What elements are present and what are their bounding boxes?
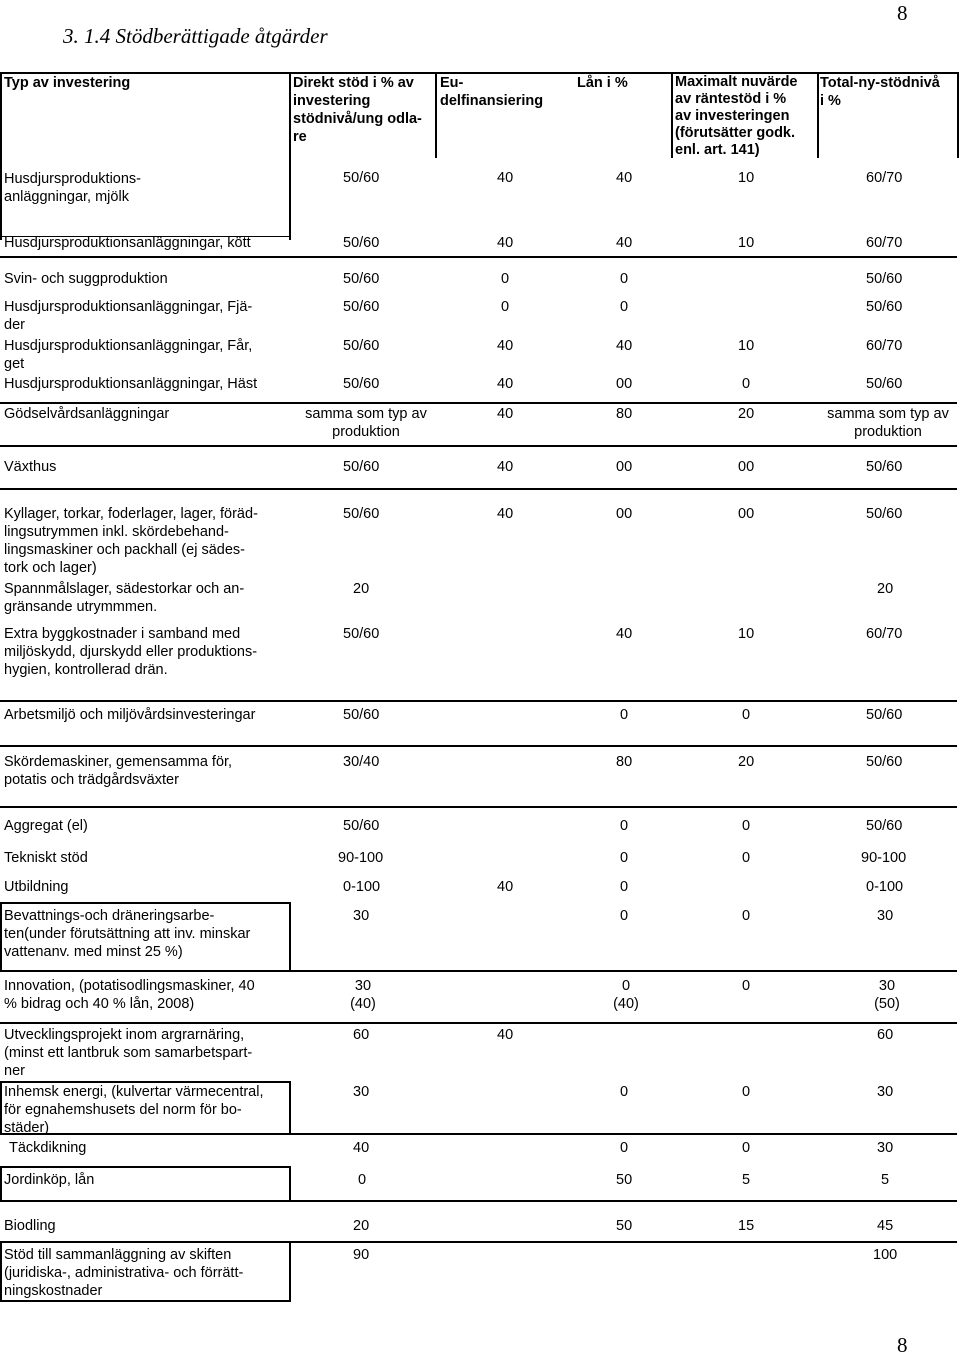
- row-label: Skördemaskiner, gemensamma för, potatis och trädgårdsväxter: [4, 754, 233, 788]
- cell-interest-aid: 0: [742, 1140, 751, 1156]
- row-label: Svin- och suggproduktion: [4, 271, 168, 287]
- cell-interest-aid: 0: [742, 376, 751, 392]
- cell-interest-aid: 5: [742, 1172, 751, 1188]
- cell-total: 60/70: [866, 170, 903, 186]
- cell-loan: 0: [620, 1084, 629, 1100]
- cell-direct-aid: 50/60: [343, 376, 380, 392]
- cell-total: samma som typ av produktion: [827, 406, 949, 440]
- cell-eu: 0: [501, 271, 510, 287]
- cell-direct-aid: 30: [353, 908, 370, 924]
- header-col-direct-aid: Direkt stöd i % av investering stödnivå/ung odla- re: [293, 75, 422, 145]
- cell-eu: 40: [497, 235, 514, 251]
- cell-direct-aid: 50/60: [343, 459, 380, 475]
- cell-direct-aid: 50/60: [343, 626, 380, 642]
- cell-loan: 0: [620, 818, 629, 834]
- cell-direct-aid: 50/60: [343, 818, 380, 834]
- cell-direct-aid: 50/60: [343, 235, 380, 251]
- header-col-total: Total-ny-stödnivå i %: [820, 75, 940, 109]
- cell-loan: 50: [616, 1172, 633, 1188]
- page-number-top: 8: [897, 1, 908, 25]
- cell-total: 50/60: [866, 271, 903, 287]
- cell-direct-aid: 50/60: [343, 271, 380, 287]
- row-label: Husdjursproduktionsanläggningar, Fjä- der: [4, 299, 253, 333]
- row-label: Gödselvårdsanläggningar: [4, 406, 170, 422]
- cell-direct-aid: 0: [358, 1172, 367, 1188]
- cell-loan: 0: [620, 707, 629, 723]
- row-label: Täckdikning: [9, 1140, 87, 1156]
- cell-eu: 40: [497, 1027, 514, 1043]
- cell-direct-aid: 50/60: [343, 170, 380, 186]
- cell-loan: 00: [616, 459, 633, 475]
- cell-eu: 40: [497, 459, 514, 475]
- cell-loan: 0 (40): [613, 978, 639, 1012]
- cell-interest-aid: 0: [742, 707, 751, 723]
- cell-total: 50/60: [866, 707, 903, 723]
- row-label: Biodling: [4, 1218, 56, 1234]
- cell-direct-aid: 50/60: [343, 299, 380, 315]
- cell-interest-aid: 20: [738, 406, 755, 422]
- header-col-interest-aid: Maximalt nuvärde av räntestöd i % av investeringen (förutsätter godk. enl. art. 141): [675, 74, 798, 158]
- cell-eu: 40: [497, 170, 514, 186]
- cell-loan: 80: [616, 406, 633, 422]
- cell-direct-aid: 30 (40): [350, 978, 376, 1012]
- cell-total: 60: [877, 1027, 894, 1043]
- row-label: Bevattnings-och dräneringsarbe- ten(under förutsättning att inv. minskar vattenanv. med minst 25 %): [4, 908, 251, 960]
- row-label: Aggregat (el): [4, 818, 88, 834]
- cell-interest-aid: 0: [742, 850, 751, 866]
- row-label: Utvecklingsprojekt inom argrarnäring, (minst ett lantbruk som samarbetspart- ner: [4, 1027, 253, 1079]
- cell-total: 50/60: [866, 754, 903, 770]
- cell-eu: 40: [497, 376, 514, 392]
- row-label: Spannmålslager, sädestorkar och an- gränsande utrymmmen.: [4, 581, 245, 615]
- cell-interest-aid: 00: [738, 506, 755, 522]
- cell-loan: 00: [616, 376, 633, 392]
- cell-total: 50/60: [866, 506, 903, 522]
- cell-eu: 0: [501, 299, 510, 315]
- cell-total: 100: [873, 1247, 898, 1263]
- cell-loan: 0: [620, 1140, 629, 1156]
- cell-direct-aid: 90-100: [338, 850, 384, 866]
- cell-interest-aid: 0: [742, 978, 751, 994]
- cell-loan: 0: [620, 879, 629, 895]
- cell-total: 30 (50): [874, 978, 900, 1012]
- row-label: Växthus: [4, 459, 57, 475]
- cell-total: 50/60: [866, 459, 903, 475]
- row-label: Utbildning: [4, 879, 69, 895]
- cell-total: 20: [877, 581, 894, 597]
- cell-interest-aid: 00: [738, 459, 755, 475]
- row-label: Husdjursproduktionsanläggningar, Får, get: [4, 338, 253, 372]
- cell-loan: 50: [616, 1218, 633, 1234]
- row-label: Stöd till sammanläggning av skiften (juridiska-, administrativa- och förrätt- ningskostnader: [4, 1247, 244, 1299]
- cell-loan: 80: [616, 754, 633, 770]
- cell-loan: 0: [620, 299, 629, 315]
- cell-loan: 0: [620, 908, 629, 924]
- cell-interest-aid: 0: [742, 818, 751, 834]
- cell-loan: 40: [616, 235, 633, 251]
- cell-interest-aid: 20: [738, 754, 755, 770]
- row-label: Inhemsk energi, (kulvertar värmecentral, för egnahemshusets del norm för bo- städer): [4, 1084, 264, 1136]
- cell-direct-aid: 0-100: [343, 879, 381, 895]
- cell-loan: 0: [620, 271, 629, 287]
- cell-interest-aid: 10: [738, 170, 755, 186]
- header-col-type: Typ av investering: [4, 75, 131, 91]
- section-title: 3. 1.4 Stödberättigade åtgärder: [63, 24, 328, 48]
- cell-eu: 40: [497, 506, 514, 522]
- row-label: Jordinköp, lån: [4, 1172, 95, 1188]
- cell-total: 50/60: [866, 818, 903, 834]
- cell-total: 50/60: [866, 376, 903, 392]
- row-label: Extra byggkostnader i samband med miljöskydd, djurskydd eller produktions- hygien, kontrollerad drän.: [4, 626, 258, 678]
- cell-total: 50/60: [866, 299, 903, 315]
- cell-eu: 40: [497, 338, 514, 354]
- cell-total: 30: [877, 1140, 894, 1156]
- cell-direct-aid: 60: [353, 1027, 370, 1043]
- row-label: Tekniskt stöd: [4, 850, 88, 866]
- cell-interest-aid: 10: [738, 338, 755, 354]
- page-number-bottom: 8: [897, 1333, 908, 1357]
- header-col-eu-cofinancing: Eu- delfinansiering: [440, 75, 544, 109]
- cell-loan: 40: [616, 626, 633, 642]
- cell-direct-aid: 40: [353, 1140, 370, 1156]
- cell-total: 45: [877, 1218, 894, 1234]
- row-label: Husdjursproduktions- anläggningar, mjölk: [4, 171, 142, 205]
- row-label: Innovation, (potatisodlingsmaskiner, 40 % bidrag och 40 % lån, 2008): [4, 978, 255, 1012]
- cell-direct-aid: samma som typ av produktion: [305, 406, 427, 440]
- row-label: Husdjursproduktionsanläggningar, kött: [4, 235, 251, 251]
- cell-direct-aid: 50/60: [343, 338, 380, 354]
- cell-total: 30: [877, 1084, 894, 1100]
- cell-direct-aid: 30: [353, 1084, 370, 1100]
- cell-direct-aid: 30/40: [343, 754, 380, 770]
- cell-loan: 40: [616, 170, 633, 186]
- cell-interest-aid: 10: [738, 626, 755, 642]
- cell-interest-aid: 0: [742, 1084, 751, 1100]
- cell-interest-aid: 10: [738, 235, 755, 251]
- header-col-loan: Lån i %: [577, 75, 628, 91]
- cell-direct-aid: 50/60: [343, 506, 380, 522]
- cell-total: 60/70: [866, 338, 903, 354]
- row-label: Arbetsmiljö och miljövårdsinvesteringar: [4, 707, 256, 723]
- cell-direct-aid: 20: [353, 1218, 370, 1234]
- cell-interest-aid: 0: [742, 908, 751, 924]
- cell-eu: 40: [497, 879, 514, 895]
- cell-eu: 40: [497, 406, 514, 422]
- cell-loan: 40: [616, 338, 633, 354]
- cell-total: 0-100: [866, 879, 904, 895]
- cell-total: 90-100: [861, 850, 907, 866]
- cell-loan: 0: [620, 850, 629, 866]
- cell-interest-aid: 15: [738, 1218, 755, 1234]
- cell-loan: 00: [616, 506, 633, 522]
- cell-total: 5: [881, 1172, 890, 1188]
- row-label: Kyllager, torkar, foderlager, lager, föräd- lingsutrymmen inkl. skördebehand- lingsmaskiner och packhall (ej sädes- tork och lager): [4, 506, 258, 576]
- row-label: Husdjursproduktionsanläggningar, Häst: [4, 376, 258, 392]
- cell-total: 30: [877, 908, 894, 924]
- cell-total: 60/70: [866, 235, 903, 251]
- cell-direct-aid: 50/60: [343, 707, 380, 723]
- cell-direct-aid: 90: [353, 1247, 370, 1263]
- cell-total: 60/70: [866, 626, 903, 642]
- cell-direct-aid: 20: [353, 581, 370, 597]
